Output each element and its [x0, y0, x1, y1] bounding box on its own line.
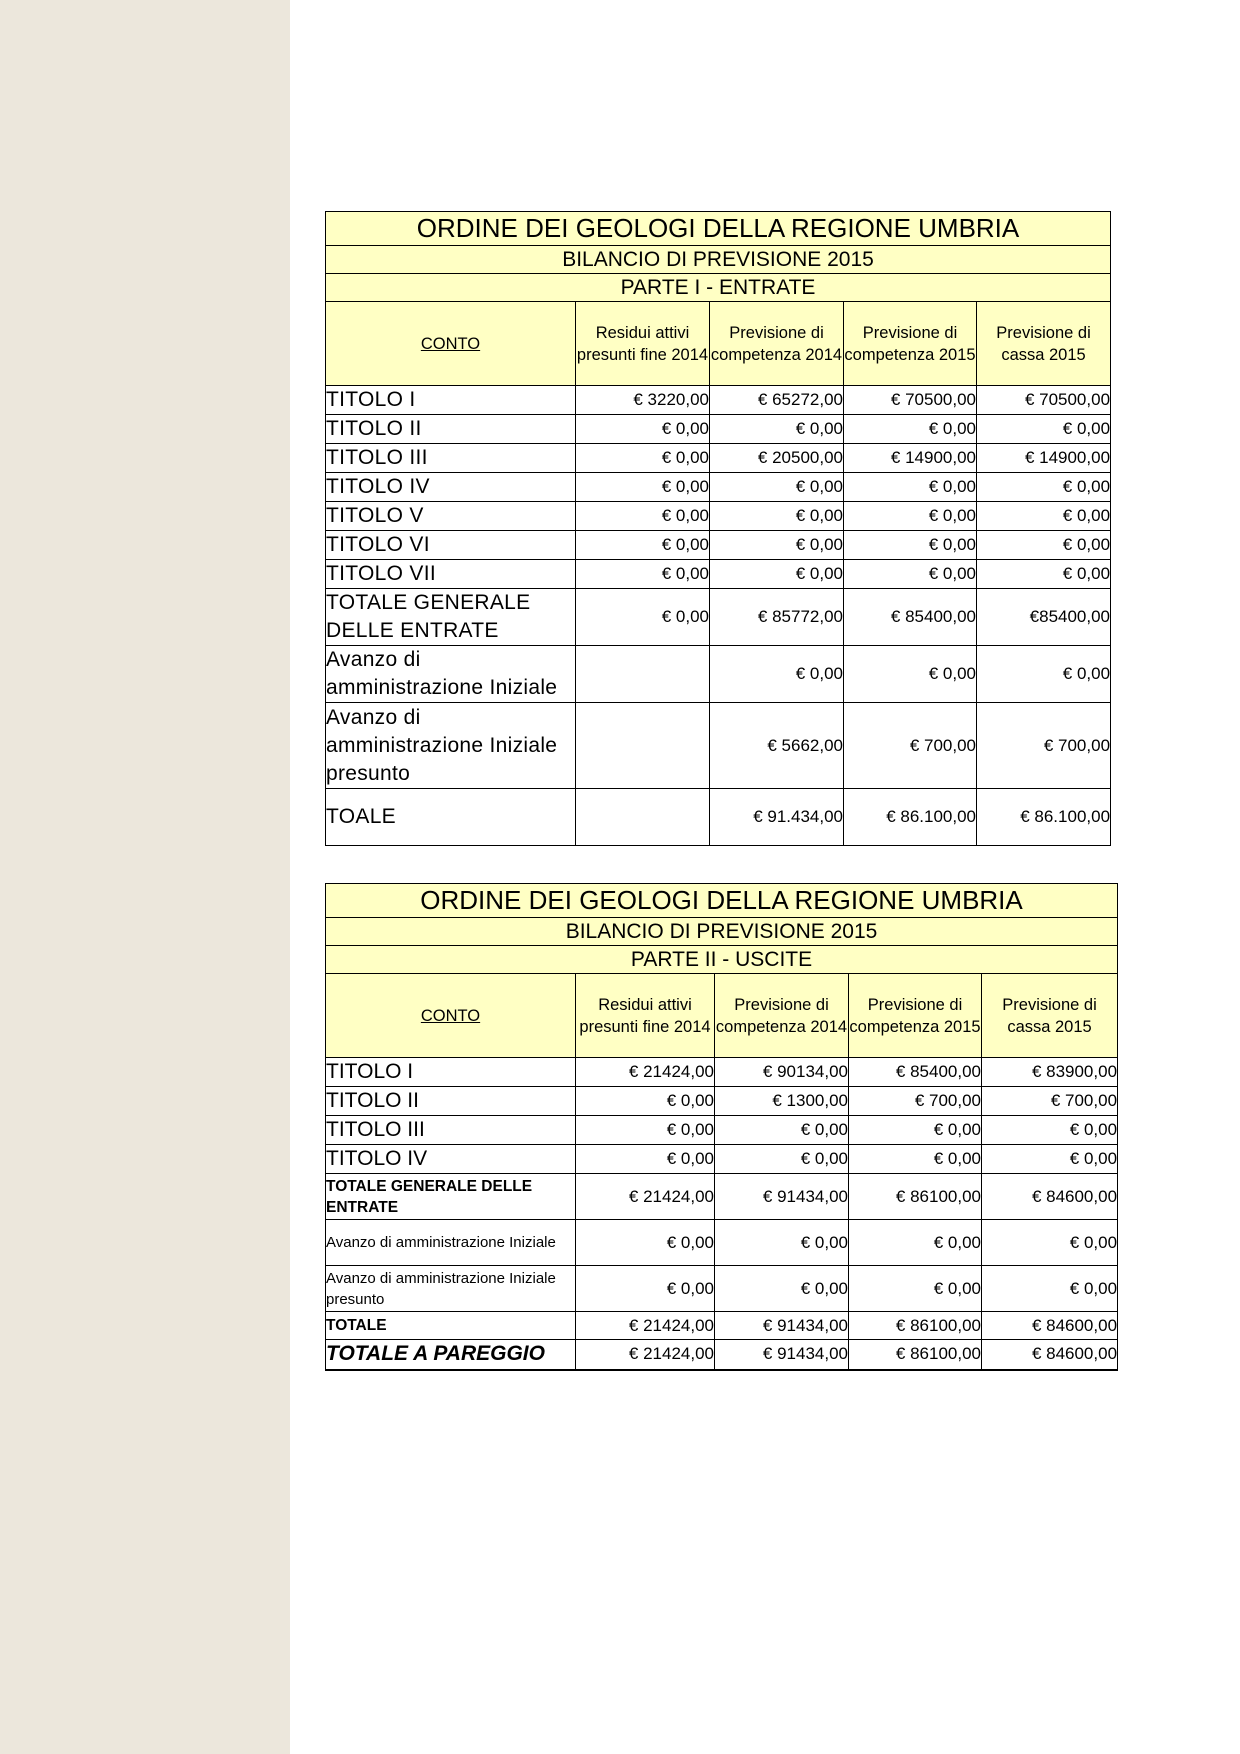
cell-value: € 1300,00 [715, 1087, 849, 1116]
cell-value: € 0,00 [844, 473, 977, 502]
row-label: TOALE [326, 789, 576, 846]
cell-value: € 20500,00 [710, 444, 844, 473]
table-row [326, 531, 1111, 560]
cell-value: € 0,00 [576, 531, 710, 560]
cell-value: €85400,00 [977, 589, 1111, 646]
cell-value: € 700,00 [977, 703, 1111, 789]
row-label: TITOLO I [326, 386, 576, 415]
cell-value: € 86100,00 [849, 1340, 982, 1370]
cell-value: € 70500,00 [977, 386, 1111, 415]
cell-value: € 21424,00 [576, 1058, 715, 1087]
cell-value: € 3220,00 [576, 386, 710, 415]
cell-value: € 0,00 [844, 646, 977, 703]
cell-value: € 84600,00 [982, 1340, 1118, 1370]
table-row [326, 415, 1111, 444]
row-label: Avanzo di amministrazione Iniziale [326, 646, 576, 703]
table-row [326, 1266, 1118, 1312]
cell-value: € 14900,00 [977, 444, 1111, 473]
cell-value: € 0,00 [710, 646, 844, 703]
table-row [326, 386, 1111, 415]
cell-value: € 0,00 [576, 444, 710, 473]
row-label: TITOLO VII [326, 560, 576, 589]
cell-value: € 0,00 [576, 415, 710, 444]
table-row [326, 703, 1111, 789]
table-row [326, 589, 1111, 646]
cell-value: € 700,00 [844, 703, 977, 789]
cell-value: € 0,00 [715, 1145, 849, 1174]
cell-value: € 84600,00 [982, 1312, 1118, 1340]
cell-value: € 0,00 [982, 1145, 1118, 1174]
table-subtitle: BILANCIO DI PREVISIONE 2015 [326, 918, 1118, 946]
table-row [326, 560, 1111, 589]
cell-value: € 0,00 [977, 560, 1111, 589]
table-row [326, 1116, 1118, 1145]
cell-value [576, 646, 710, 703]
cell-value: € 0,00 [710, 473, 844, 502]
row-label: TITOLO III [326, 1116, 576, 1145]
table-row-total [326, 789, 1111, 846]
col-header-prev-comp-2015: Previsione di competenza 2015 [844, 302, 977, 386]
row-label: TOTALE A PAREGGIO [326, 1340, 576, 1370]
cell-value: € 86100,00 [849, 1312, 982, 1340]
cell-value: € 0,00 [982, 1220, 1118, 1266]
table-part: PARTE I - ENTRATE [326, 274, 1111, 302]
cell-value: € 86.100,00 [977, 789, 1111, 846]
row-label: Avanzo di amministrazione Iniziale presunto [326, 1266, 576, 1312]
cell-value: € 0,00 [844, 415, 977, 444]
cell-value: € 0,00 [710, 560, 844, 589]
cell-value: € 0,00 [977, 646, 1111, 703]
cell-value: € 0,00 [977, 415, 1111, 444]
table-row [326, 1058, 1118, 1087]
table-row [326, 1220, 1118, 1266]
col-header-prev-comp-2014: Previsione di competenza 2014 [715, 974, 849, 1058]
col-header-prev-comp-2014: Previsione di competenza 2014 [710, 302, 844, 386]
table-title: ORDINE DEI GEOLOGI DELLA REGIONE UMBRIA [326, 884, 1118, 918]
cell-value: € 0,00 [576, 473, 710, 502]
cell-value: € 0,00 [576, 1145, 715, 1174]
cell-value: € 84600,00 [982, 1174, 1118, 1220]
cell-value: € 0,00 [977, 473, 1111, 502]
row-label: TITOLO IV [326, 473, 576, 502]
side-strip [0, 0, 290, 1754]
cell-value: € 91434,00 [715, 1174, 849, 1220]
cell-value: € 0,00 [576, 1266, 715, 1312]
cell-value: € 0,00 [576, 1116, 715, 1145]
row-label: Avanzo di amministrazione Iniziale presunto [326, 703, 576, 789]
cell-value: € 21424,00 [576, 1312, 715, 1340]
table-part: PARTE II - USCITE [326, 946, 1118, 974]
cell-value: € 0,00 [849, 1116, 982, 1145]
cell-value: € 0,00 [576, 589, 710, 646]
row-label: TITOLO IV [326, 1145, 576, 1174]
cell-value: € 0,00 [710, 415, 844, 444]
col-header-residui: Residui attivi presunti fine 2014 [576, 302, 710, 386]
cell-value: € 0,00 [849, 1266, 982, 1312]
row-label: TITOLO V [326, 502, 576, 531]
table-row [326, 1087, 1118, 1116]
cell-value: € 91434,00 [715, 1340, 849, 1370]
uscite-table [325, 883, 1118, 1371]
table-row-total-pareggio [326, 1340, 1118, 1370]
cell-value: € 0,00 [715, 1266, 849, 1312]
cell-value: € 0,00 [576, 560, 710, 589]
table-row [326, 1145, 1118, 1174]
cell-value: € 0,00 [977, 502, 1111, 531]
cell-value: € 0,00 [715, 1220, 849, 1266]
entrate-table [325, 211, 1111, 846]
row-label: TITOLO II [326, 1087, 576, 1116]
cell-value [576, 789, 710, 846]
cell-value: € 70500,00 [844, 386, 977, 415]
cell-value: € 0,00 [844, 502, 977, 531]
cell-value: € 5662,00 [710, 703, 844, 789]
cell-value: € 85400,00 [844, 589, 977, 646]
cell-value: € 14900,00 [844, 444, 977, 473]
cell-value: € 0,00 [844, 560, 977, 589]
cell-value: € 86.100,00 [844, 789, 977, 846]
cell-value: € 0,00 [982, 1266, 1118, 1312]
cell-value: € 0,00 [576, 502, 710, 531]
row-label: TITOLO III [326, 444, 576, 473]
table-row [326, 473, 1111, 502]
cell-value: € 0,00 [849, 1220, 982, 1266]
col-header-prev-cassa-2015: Previsione di cassa 2015 [982, 974, 1118, 1058]
row-label: TITOLO VI [326, 531, 576, 560]
table-subtitle: BILANCIO DI PREVISIONE 2015 [326, 246, 1111, 274]
cell-value: € 0,00 [849, 1145, 982, 1174]
table-row-total [326, 1312, 1118, 1340]
table-row [326, 502, 1111, 531]
col-header-residui: Residui attivi presunti fine 2014 [576, 974, 715, 1058]
cell-value [576, 703, 710, 789]
cell-value: € 21424,00 [576, 1340, 715, 1370]
row-label: TOTALE GENERALE DELLE ENTRATE [326, 1174, 576, 1220]
cell-value: € 21424,00 [576, 1174, 715, 1220]
cell-value: € 90134,00 [715, 1058, 849, 1087]
col-header-conto: CONTO [326, 302, 576, 386]
row-label: TITOLO II [326, 415, 576, 444]
cell-value: € 700,00 [982, 1087, 1118, 1116]
table-title: ORDINE DEI GEOLOGI DELLA REGIONE UMBRIA [326, 212, 1111, 246]
cell-value: € 0,00 [710, 531, 844, 560]
table-row [326, 646, 1111, 703]
cell-value: € 0,00 [576, 1220, 715, 1266]
row-label: TOTALE [326, 1312, 576, 1340]
cell-value: € 0,00 [715, 1116, 849, 1145]
cell-value: € 700,00 [849, 1087, 982, 1116]
cell-value: € 0,00 [710, 502, 844, 531]
cell-value: € 0,00 [977, 531, 1111, 560]
row-label: TITOLO I [326, 1058, 576, 1087]
cell-value: € 91434,00 [715, 1312, 849, 1340]
col-header-conto: CONTO [326, 974, 576, 1058]
cell-value: € 85772,00 [710, 589, 844, 646]
cell-value: € 85400,00 [849, 1058, 982, 1087]
cell-value: € 86100,00 [849, 1174, 982, 1220]
table-row [326, 444, 1111, 473]
row-label: Avanzo di amministrazione Iniziale [326, 1220, 576, 1266]
col-header-prev-cassa-2015: Previsione di cassa 2015 [977, 302, 1111, 386]
cell-value: € 0,00 [576, 1087, 715, 1116]
cell-value: € 83900,00 [982, 1058, 1118, 1087]
col-header-prev-comp-2015: Previsione di competenza 2015 [849, 974, 982, 1058]
cell-value: € 0,00 [982, 1116, 1118, 1145]
cell-value: € 65272,00 [710, 386, 844, 415]
table-row [326, 1174, 1118, 1220]
cell-value: € 0,00 [844, 531, 977, 560]
row-label: TOTALE GENERALE DELLE ENTRATE [326, 589, 576, 646]
cell-value: € 91.434,00 [710, 789, 844, 846]
